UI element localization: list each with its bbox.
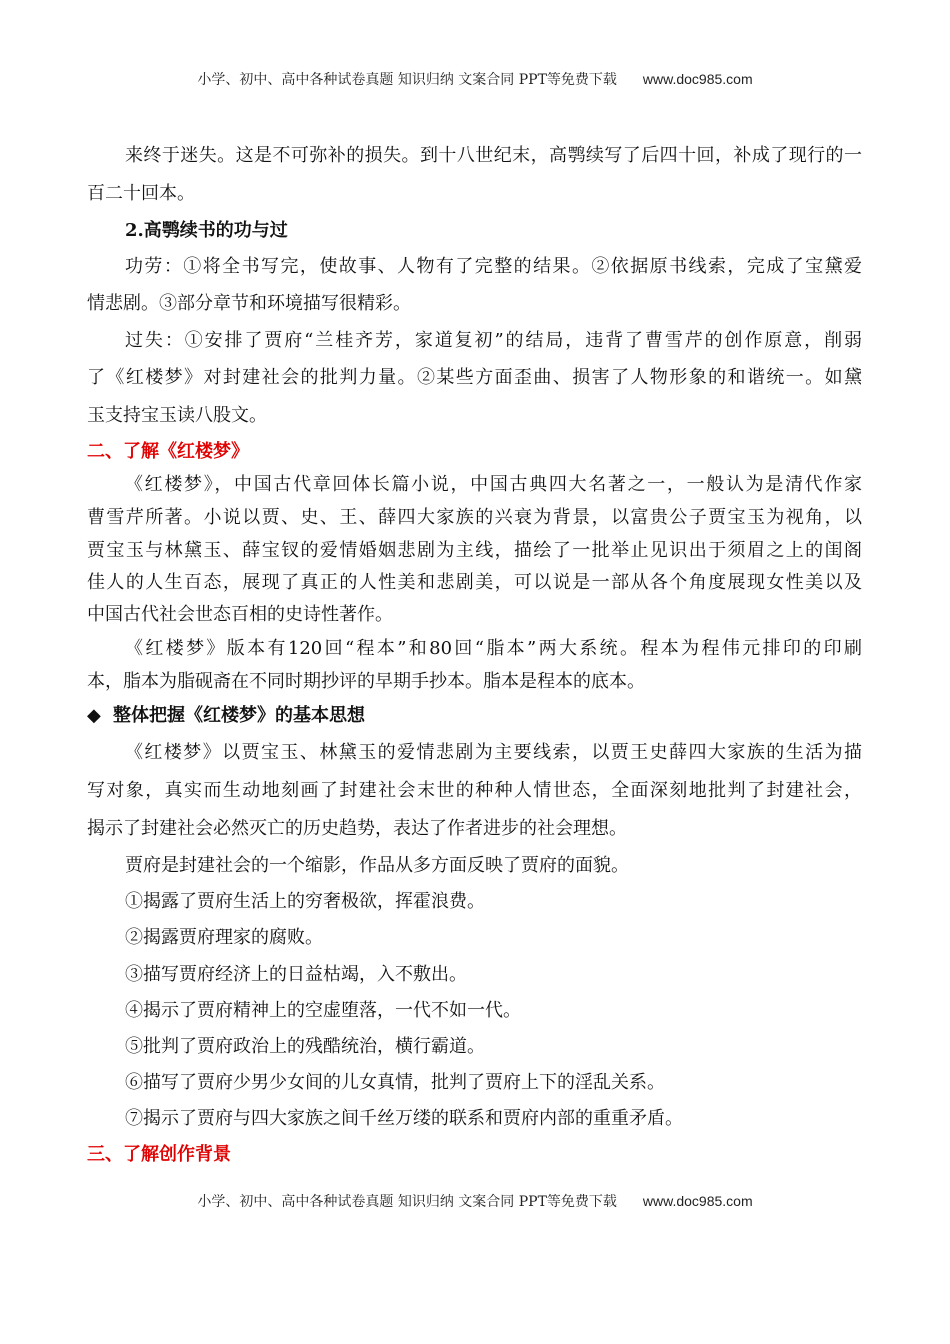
paragraph-line: ③描写贾府经济上的日益枯竭，入不敷出。 [125, 964, 467, 985]
paragraph-line: 功劳：①将全书写完，使故事、人物有了完整的结果。②依据原书线索，完成了宝黛爱 [125, 256, 862, 277]
section-heading: 二、了解《红楼梦》 [87, 441, 249, 462]
section-heading: 三、了解创作背景 [87, 1144, 231, 1165]
subheading: 2.高鹗续书的功与过 [125, 220, 288, 241]
paragraph-line: 佳人的人生百态，展现了真正的人性美和悲剧美，可以说是一部从各个角度展现女性美以及 [87, 572, 862, 593]
paragraph-line: ①揭露了贾府生活上的穷奢极欲，挥霍浪费。 [125, 891, 485, 912]
paragraph-line: ⑤批判了贾府政治上的残酷统治，横行霸道。 [125, 1036, 485, 1057]
footer-url[interactable]: www.doc985.com [642, 1193, 753, 1209]
paragraph-line: ⑦揭示了贾府与四大家族之间千丝万缕的联系和贾府内部的重重矛盾。 [125, 1108, 683, 1129]
paragraph-line: 玉支持宝玉读八股文。 [87, 405, 267, 426]
paragraph-line: 《红楼梦》，中国古代章回体长篇小说，中国古典四大名著之一，一般认为是清代作家 [125, 474, 862, 495]
header-url[interactable]: www.doc985.com [642, 71, 753, 87]
paragraph-line: 《红楼梦》以贾宝玉、林黛玉的爱情悲剧为主要线索，以贾王史薛四大家族的生活为描 [125, 742, 862, 763]
paragraph-line: 情悲剧。③部分章节和环境描写很精彩。 [87, 293, 411, 314]
paragraph-line: 写对象，真实而生动地刻画了封建社会末世的种种人情世态，全面深刻地批判了封建社会， [87, 780, 862, 801]
page-footer [0, 1191, 950, 1211]
bullet-heading [87, 704, 862, 728]
diamond-bullet-icon: ◆ [87, 705, 101, 726]
paragraph-line: 曹雪芹所著。小说以贾、史、王、薛四大家族的兴衰为背景，以富贵公子贾宝玉为视角，以 [87, 507, 862, 528]
paragraph-line: 百二十回本。 [87, 183, 195, 204]
paragraph-line: 揭示了封建社会必然灭亡的历史趋势，表达了作者进步的社会理想。 [87, 818, 627, 839]
paragraph-line: ②揭露贾府理家的腐败。 [125, 927, 323, 948]
header-text: 小学、初中、高中各种试卷真题 知识归纳 文案合同 PPT等免费下载 [197, 72, 617, 88]
paragraph-line: 中国古代社会世态百相的史诗性著作。 [87, 604, 393, 625]
page-header [0, 69, 950, 89]
paragraph-line: 《红楼梦》版本有120回“程本”和80回“脂本”两大系统。程本为程伟元排印的印刷 [125, 638, 862, 659]
footer-text: 小学、初中、高中各种试卷真题 知识归纳 文案合同 PPT等免费下载 [197, 1194, 617, 1210]
paragraph-line: 来终于迷失。这是不可弥补的损失。到十八世纪末，高鹗续写了后四十回，补成了现行的一 [125, 145, 862, 166]
paragraph-line: 本，脂本为脂砚斋在不同时期抄评的早期手抄本。脂本是程本的底本。 [87, 671, 645, 692]
paragraph-line: 贾宝玉与林黛玉、薛宝钗的爱情婚姻悲剧为主线，描绘了一批举止见识出于须眉之上的闺阁 [87, 540, 862, 561]
paragraph-line: 了《红楼梦》对封建社会的批判力量。②某些方面歪曲、损害了人物形象的和谐统一。如黛 [87, 367, 862, 388]
bullet-heading-text: 整体把握《红楼梦》的基本思想 [113, 705, 365, 726]
paragraph-line: ④揭示了贾府精神上的空虚堕落，一代不如一代。 [125, 1000, 521, 1021]
paragraph-line: 过失：①安排了贾府“兰桂齐芳，家道复初”的结局，违背了曹雪芹的创作原意，削弱 [125, 330, 862, 351]
paragraph-line: ⑥描写了贾府少男少女间的儿女真情，批判了贾府上下的淫乱关系。 [125, 1072, 665, 1093]
paragraph-line: 贾府是封建社会的一个缩影，作品从多方面反映了贾府的面貌。 [125, 855, 629, 876]
